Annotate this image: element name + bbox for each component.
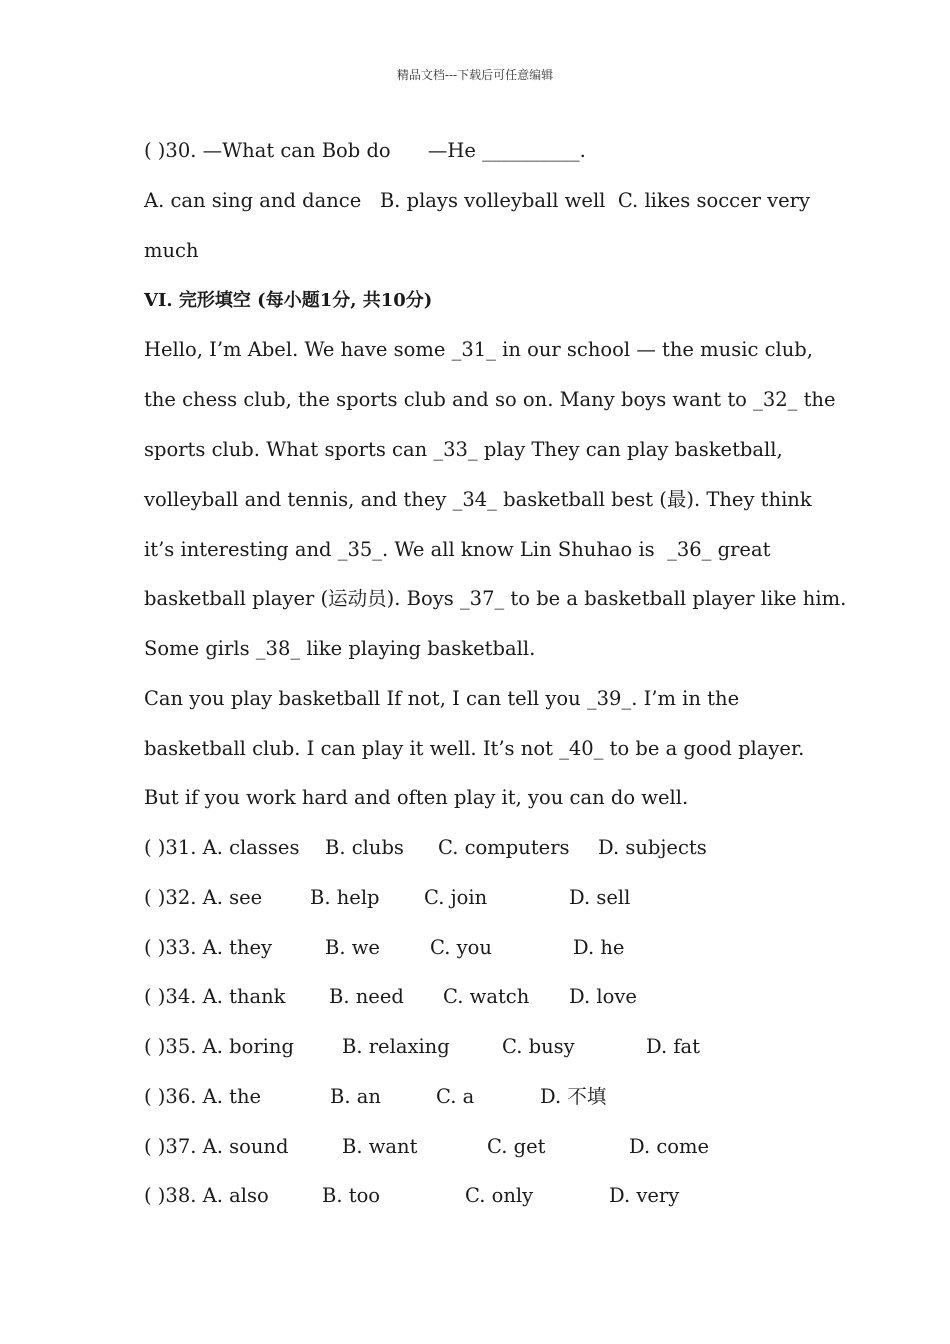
page-header: 精品文档---下载后可任意编辑 [396, 68, 554, 82]
question-number-option-a: ( )34. A. thank [144, 985, 286, 1008]
question-number-option-a: ( )31. A. classes [144, 836, 300, 859]
option-b: B. an [330, 1085, 381, 1108]
question-30-options: A. can sing and dance B. plays volleyball well C. likes soccer very [144, 189, 811, 212]
passage-line: volleyball and tennis, and they _34_ basketball best (最). They think [144, 488, 812, 511]
question-number-option-a: ( )36. A. the [144, 1085, 262, 1108]
passage-line: the chess club, the sports club and so on. Many boys want to _32_ the [144, 388, 836, 411]
question-number-option-a: ( )32. A. see [144, 886, 263, 909]
passage-line: Can you play basketball If not, I can tell you _39_. I’m in the [144, 687, 740, 710]
option-c: C. a [436, 1085, 475, 1108]
option-d: D. very [609, 1184, 680, 1207]
question-number-option-a: ( )35. A. boring [144, 1035, 294, 1058]
option-c: C. join [424, 886, 488, 909]
option-b: B. too [322, 1184, 381, 1207]
option-b: B. help [310, 886, 380, 909]
passage-line: Hello, I’m Abel. We have some _31_ in our school — the music club, [144, 338, 813, 361]
option-b: B. clubs [325, 836, 404, 859]
passage-line: basketball club. I can play it well. It’s not _40_ to be a good player. [144, 737, 805, 760]
passage-line: it’s interesting and _35_. We all know Lin Shuhao is _36_ great [144, 538, 771, 561]
option-d: D. 不填 [540, 1085, 607, 1108]
passage-line: But if you work hard and often play it, you can do well. [144, 786, 689, 809]
passage-line: sports club. What sports can _33_ play They can play basketball, [144, 438, 783, 461]
option-c: C. watch [443, 985, 530, 1008]
option-c: C. busy [502, 1035, 575, 1058]
question-30-options-cont: much [144, 239, 199, 262]
option-c: C. computers [438, 836, 570, 859]
option-b: B. want [342, 1135, 418, 1158]
passage-line: basketball player (运动员). Boys _37_ to be a basketball player like him. [144, 587, 847, 610]
section-title: VI. 完形填空 (每小题1分, 共10分) [144, 290, 433, 311]
question-number-option-a: ( )33. A. they [144, 936, 273, 959]
option-d: D. come [629, 1135, 710, 1158]
option-c: C. get [487, 1135, 546, 1158]
option-c: C. only [465, 1184, 534, 1207]
question-30-stem: ( )30. —What can Bob do —He __________. [144, 139, 586, 162]
option-b: B. relaxing [342, 1035, 450, 1058]
question-number-option-a: ( )38. A. also [144, 1184, 269, 1207]
passage-line: Some girls _38_ like playing basketball. [144, 637, 536, 660]
option-d: D. fat [646, 1035, 701, 1058]
option-d: D. he [573, 936, 625, 959]
option-c: C. you [430, 936, 492, 959]
option-d: D. sell [569, 886, 631, 909]
option-d: D. love [569, 985, 637, 1008]
option-b: B. need [329, 985, 404, 1008]
option-d: D. subjects [598, 836, 707, 859]
option-b: B. we [325, 936, 380, 959]
question-number-option-a: ( )37. A. sound [144, 1135, 289, 1158]
